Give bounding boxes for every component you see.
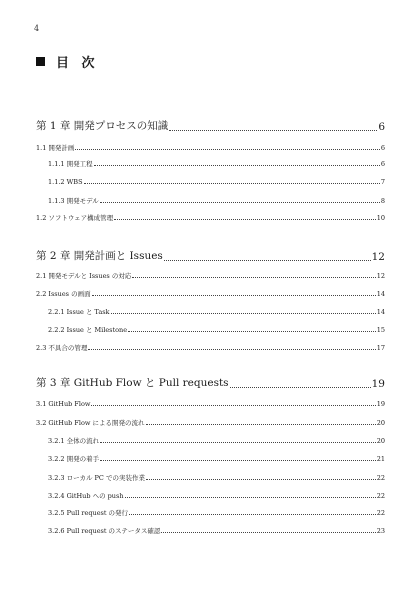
chapter-title: 第 1 章 開発プロセスの知識 [36,120,169,132]
entry-page: 22 [376,474,385,482]
entry-title: 3.2 GitHub Flow による開発の流れ [36,419,145,427]
entry-title: 1.1.2 WBS [48,178,83,186]
toc-entry[interactable] [48,454,385,463]
entry-title: 1.1.3 開発モデル [48,197,99,205]
entry-page: 22 [376,492,385,500]
dot-leader [84,183,380,184]
dot-leader [94,165,380,166]
entry-page: 12 [376,272,385,280]
entry-title: 1.1 開発計画 [36,144,75,152]
entry-page: 17 [376,344,385,352]
toc-chapter-1[interactable] [36,118,385,133]
page-number: 4 [34,24,40,33]
entry-title: 2.2 Issues の画面 [36,290,91,298]
toc-entry[interactable] [48,491,385,500]
dot-leader [125,497,376,498]
dot-leader [111,313,376,314]
entry-page: 8 [380,197,385,205]
toc-entry[interactable] [48,508,385,517]
toc-entry[interactable] [36,143,385,152]
entry-page: 22 [376,509,385,517]
dot-leader [230,387,371,388]
entry-page: 19 [376,400,385,408]
dot-leader [92,295,376,296]
toc-entry[interactable] [36,271,385,280]
dot-leader [91,405,375,406]
dot-leader [100,202,380,203]
chapter-page: 12 [371,251,385,263]
entry-page: 21 [376,455,385,463]
toc-entry[interactable] [48,307,385,316]
entry-title: 3.1 GitHub Flow [36,400,91,408]
chapter-page: 19 [371,378,385,390]
entry-title: 1.2 ソフトウェア構成管理 [36,214,114,222]
chapter-title: 第 3 章 GitHub Flow と Pull requests [36,377,229,389]
dot-leader [75,149,379,150]
entry-title: 3.2.4 GitHub への push [48,492,124,500]
dot-leader [88,349,375,350]
entry-title: 1.1.1 開発工程 [48,160,93,168]
entry-title: 2.3 不具合の管理 [36,344,88,352]
toc-chapter-3[interactable] [36,375,385,390]
dot-leader [161,532,375,533]
dot-leader [146,424,376,425]
toc-entry[interactable] [36,213,385,222]
toc-entry[interactable] [48,436,385,445]
entry-page: 14 [376,308,385,316]
entry-title: 2.1 開発モデルと Issues の対応 [36,272,132,280]
chapter-page: 6 [378,121,385,133]
toc-entry[interactable] [48,325,385,334]
entry-page: 15 [376,326,385,334]
entry-title: 3.2.2 開発の着手 [48,455,100,463]
dot-leader [100,460,376,461]
toc-entry[interactable] [36,400,385,408]
entry-title: 3.2.6 Pull request のステータス確認 [48,527,161,535]
heading-square-icon [36,57,45,66]
entry-page: 6 [380,144,385,152]
toc-entry[interactable] [48,473,385,482]
dot-leader [132,277,375,278]
chapter-title: 第 2 章 開発計画と Issues [36,250,163,262]
entry-page: 20 [376,419,385,427]
toc-entry[interactable] [48,526,385,535]
entry-title: 3.2.5 Pull request の発行 [48,509,129,517]
toc-entry[interactable] [36,289,385,298]
entry-page: 10 [376,214,385,222]
toc-entry[interactable] [48,178,385,186]
toc-entry[interactable] [48,159,385,168]
entry-title: 2.2.1 Issue と Task [48,308,110,316]
entry-page: 6 [380,160,385,168]
dot-leader [114,219,376,220]
entry-page: 23 [376,527,385,535]
entry-page: 14 [376,290,385,298]
dot-leader [169,130,377,131]
toc-title: 目 次 [56,56,99,71]
toc-entry[interactable] [36,343,385,352]
dot-leader [128,331,376,332]
toc-heading [36,52,99,71]
entry-page: 20 [376,437,385,445]
toc-entry[interactable] [36,418,385,427]
entry-title: 2.2.2 Issue と Milestone [48,326,128,334]
dot-leader [100,442,376,443]
toc-entry[interactable] [48,196,385,205]
entry-title: 3.2.3 ローカル PC での実装作業 [48,474,145,482]
toc-chapter-2[interactable] [36,248,385,263]
dot-leader [164,260,371,261]
dot-leader [129,514,376,515]
entry-title: 3.2.1 全体の流れ [48,437,100,445]
dot-leader [146,479,376,480]
entry-page: 7 [380,178,385,186]
